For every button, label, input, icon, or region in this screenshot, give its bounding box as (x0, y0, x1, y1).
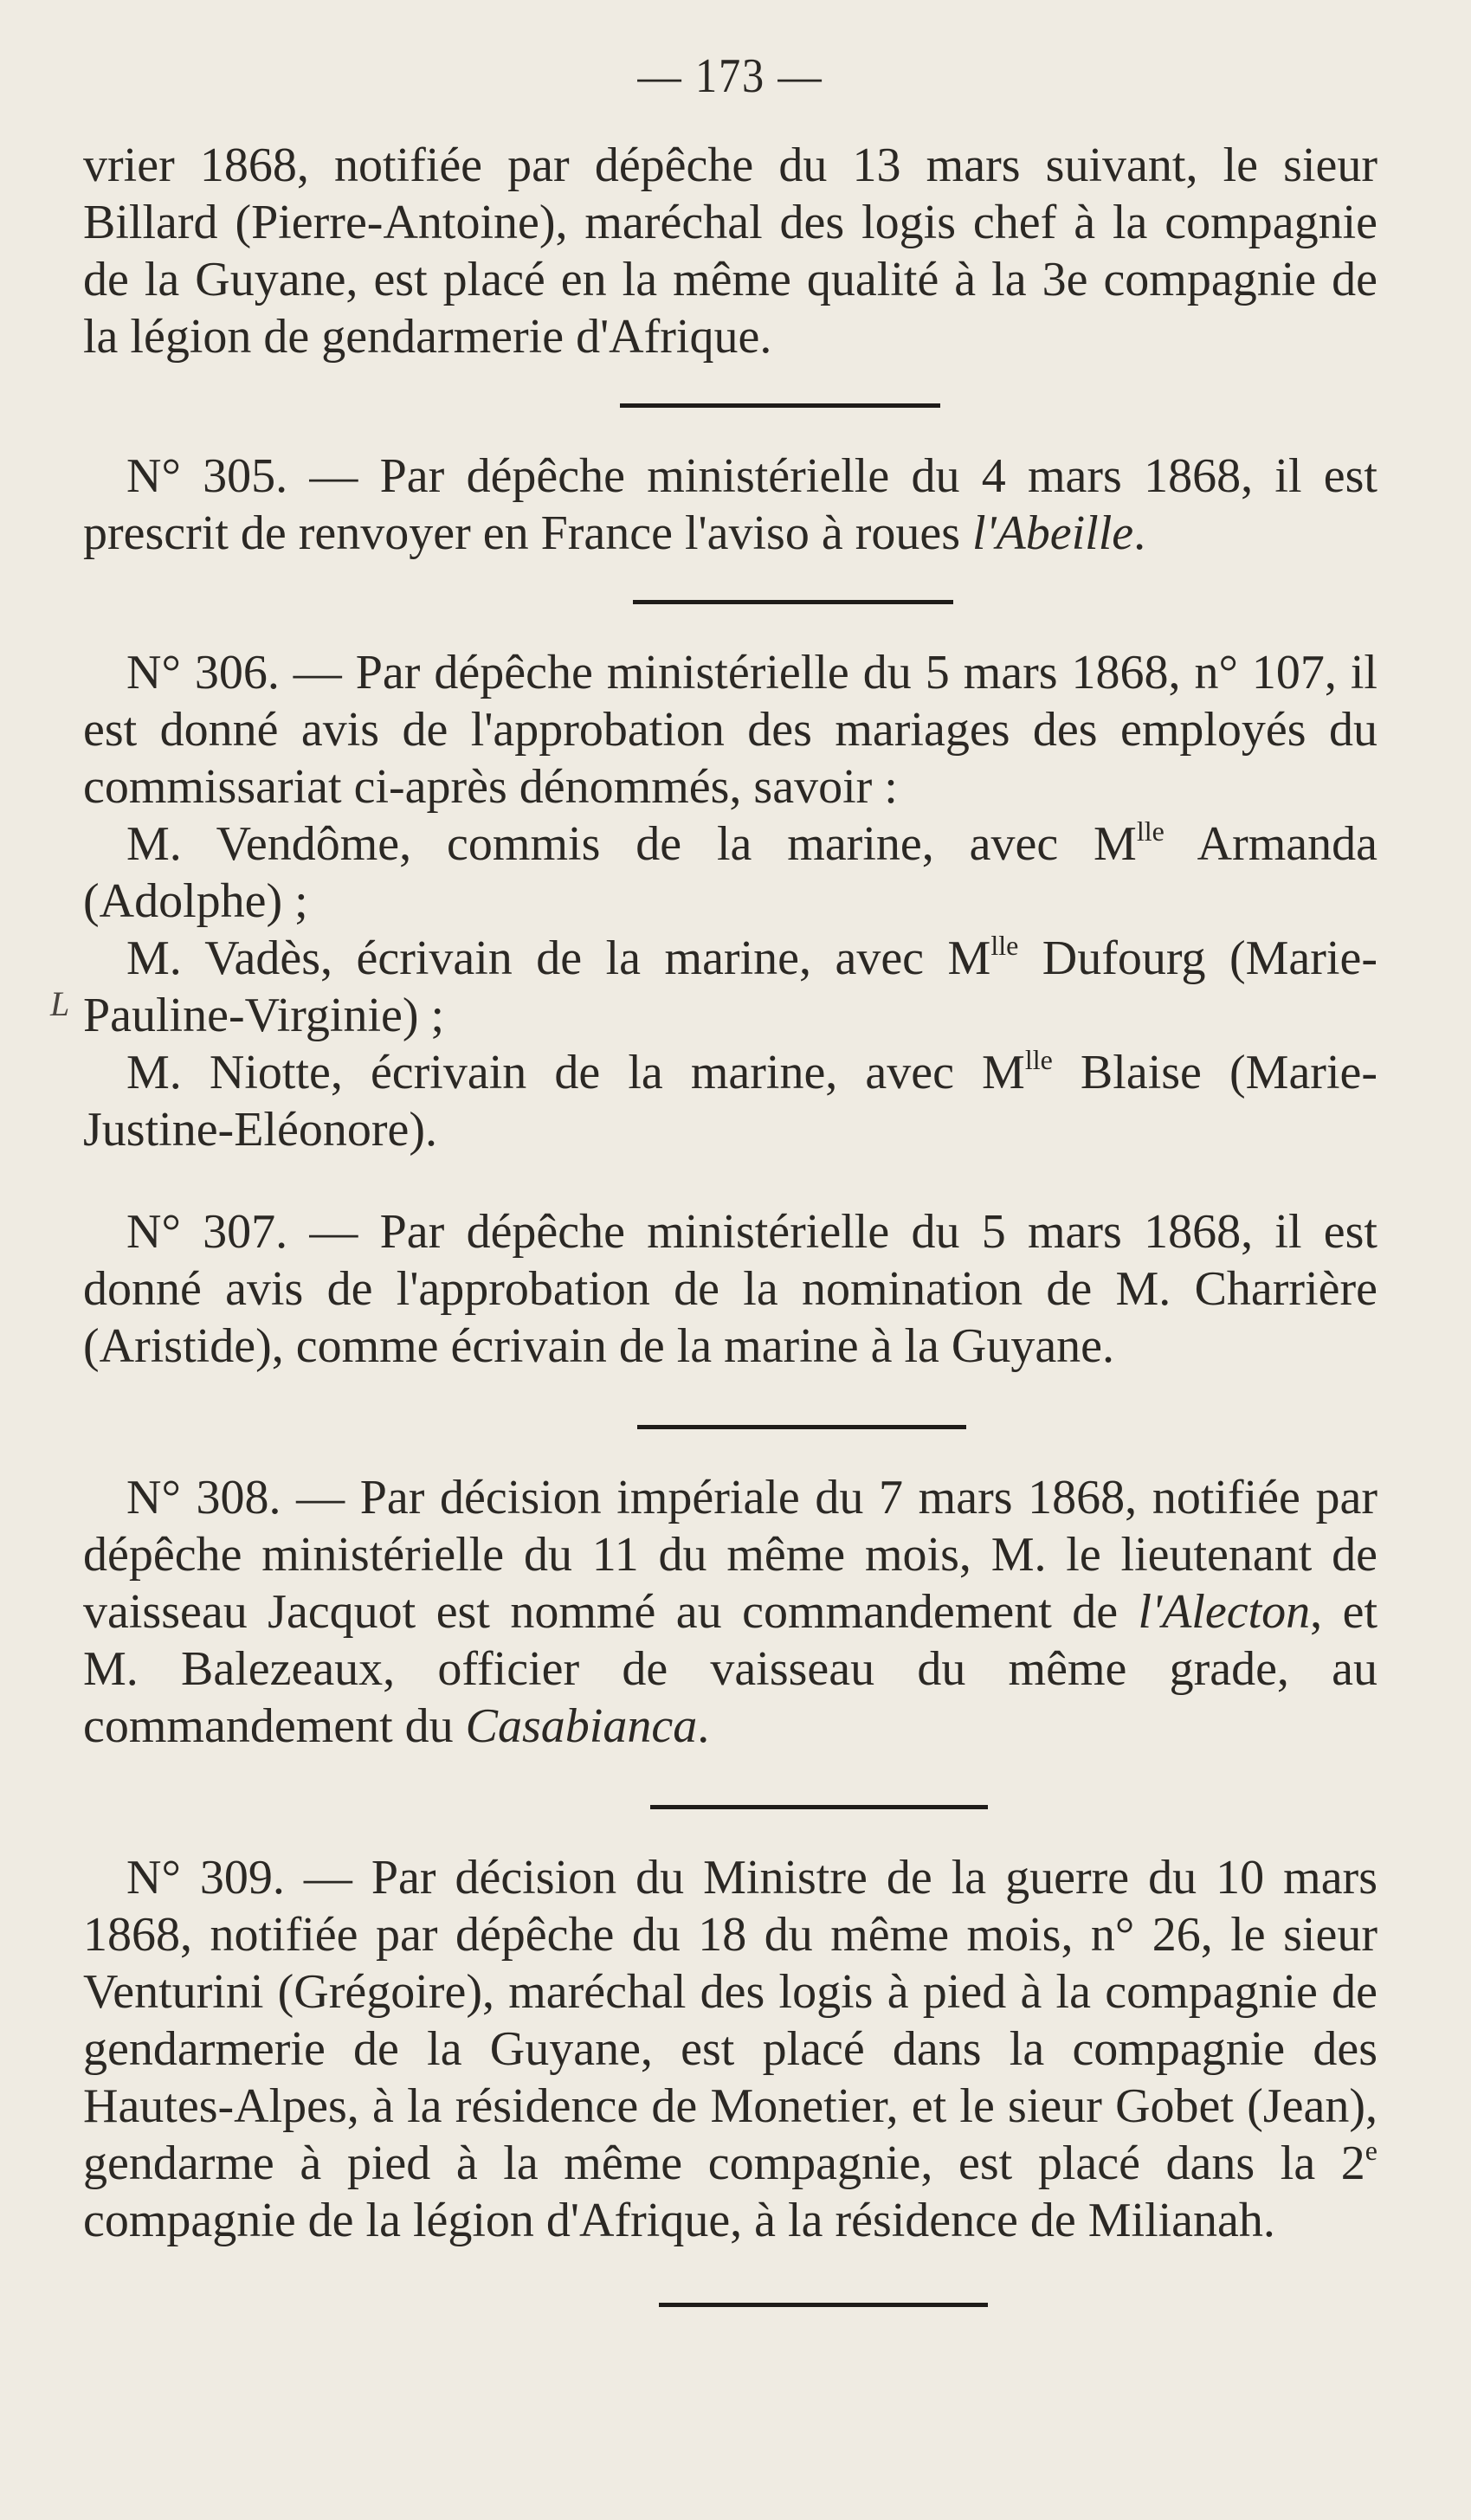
entry-306 (83, 644, 1377, 1158)
entry-306-intro: N° 306. — Par dépêche ministérielle du 5 mars 1868, n° 107, il est donné avis de l'approbation des mariages des employés du commissariat ci-après dénommés, savoir : (83, 646, 1377, 814)
entry-309-text (83, 1849, 1377, 2249)
page-number: — 173 — (637, 49, 823, 103)
entry-308-ship-name: l'Alecton (1138, 1585, 1311, 1639)
entry-309-body: N° 309. — Par décision du Ministre de la guerre du 10 mars 1868, notifiée par dépêche du 18 du même mois, n° 26, le sieur Venturini (Grégoire), maréchal des logis à pied à la compagnie de gendarmerie de la Guyane, est placé dans la compagnie des Hautes-Alpes, à la résidence de Monetier, et le sieur Gobet (Jean), gendarme à pied à la même compagnie, est placé dans la 2 (83, 1851, 1377, 2190)
separator-rule (620, 403, 940, 408)
entry-307-text: N° 307. — Par dépêche ministérielle du 5 mars 1868, il est donné avis de l'approbation de la nomination de M. Charrière (Aristide), comme écrivain de la marine à la Guyane. (83, 1205, 1377, 1373)
entry-309 (83, 1849, 1377, 2249)
item-text: M. Niotte, écrivain de la marine, avec M (126, 1046, 1025, 1099)
entry-309-superscript: e (1365, 2135, 1377, 2166)
item-text: M. Vadès, écrivain de la marine, avec M (126, 931, 991, 985)
entry-308 (83, 1469, 1377, 1755)
item-text: Blaise (Marie-Justine-Eléonore). (83, 1046, 1378, 1157)
spacer (83, 1158, 1377, 1203)
continuation-text: vrier 1868, notifiée par dépêche du 13 mars suivant, le sieur Billard (Pierre-Antoine), maréchal des logis chef à la compagnie de la Guyane, est placé en la même qualité à la 3e compagnie de la légion de gendarmerie d'Afrique. (83, 139, 1377, 364)
item-superscript: lle (1024, 1044, 1053, 1075)
separator-rule (637, 1425, 966, 1429)
entry-308-text (83, 1469, 1377, 1755)
entry-305-text (83, 448, 1377, 562)
item-text: Armanda (Adolphe) ; (83, 817, 1377, 928)
separator-rule (633, 600, 953, 604)
item-superscript: lle (1136, 815, 1165, 847)
item-superscript: lle (990, 930, 1019, 961)
entry-308-body: N° 308. — Par décision impériale du 7 mars 1868, notifiée par dépêche ministérielle du 11 du même mois, M. le lieutenant de vaisseau Jacquot est nommé au commandement de (83, 1471, 1377, 1639)
entry-305 (83, 448, 1377, 562)
item-text: M. Vendôme, commis de la marine, avec M (126, 817, 1137, 871)
separator-rule (650, 1805, 988, 1809)
entry-305-ship-name: l'Abeille (972, 506, 1134, 560)
entry-308-ship-name: Casabianca (465, 1699, 698, 1753)
separator-rule (659, 2303, 988, 2307)
entry-305-body: N° 305. — Par dépêche ministérielle du 4 mars 1868, il est prescrit de renvoyer en France l'aviso à roues (83, 449, 1377, 560)
entry-308-body: , et M. Balezeaux, officier de vaisseau du même grade, au commandement du (83, 1585, 1377, 1753)
entry-308-end: . (697, 1699, 710, 1753)
entry-306-item (83, 1044, 1377, 1158)
entry-307 (83, 1203, 1377, 1375)
entry-306-item (83, 815, 1377, 930)
entry-306-item (83, 930, 1377, 1044)
item-text: Dufourg (Marie-Pauline-Virginie) ; (83, 931, 1377, 1042)
margin-annotation: L (50, 984, 70, 1023)
entry-305-end: . (1133, 506, 1146, 560)
entry-309-body: compagnie de la légion d'Afrique, à la résidence de Milianah. (83, 2194, 1275, 2247)
continuation-paragraph (83, 137, 1377, 365)
